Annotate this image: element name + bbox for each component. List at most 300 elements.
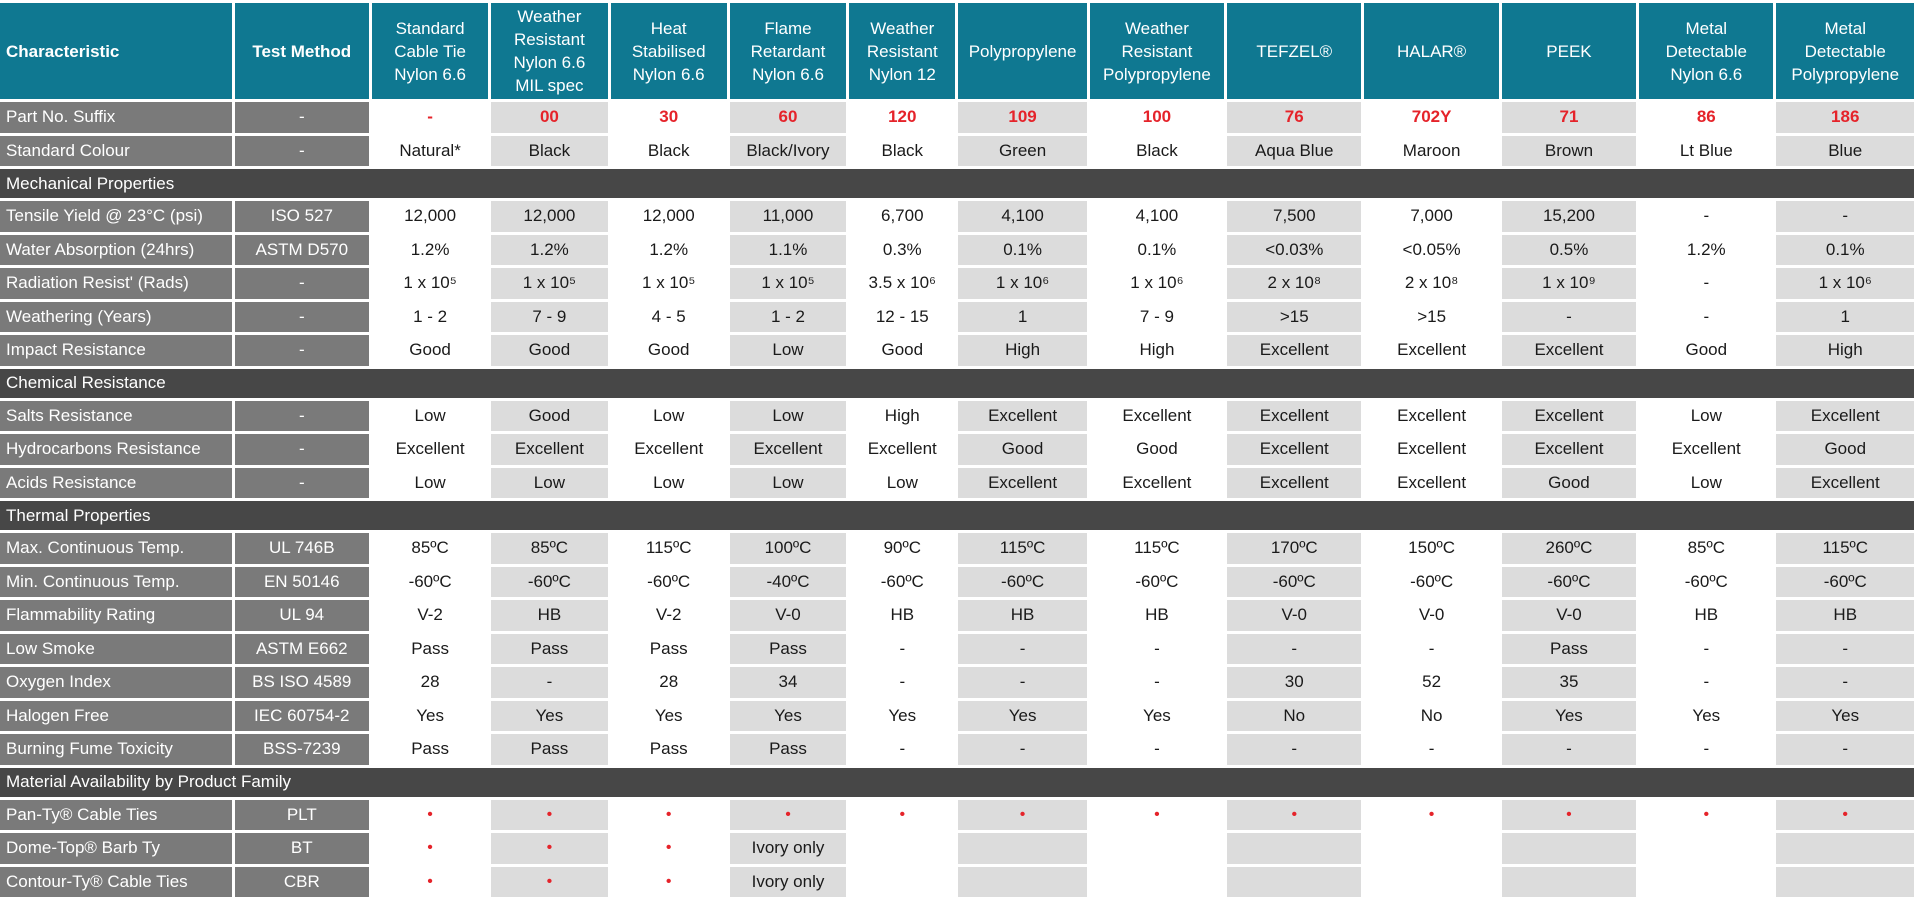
value-cell: - [1090,734,1224,765]
value-cell: Low [611,468,727,499]
test-method-cell: - [235,268,369,299]
value-cell: 115ºC [1090,533,1224,564]
value-cell [1364,833,1498,864]
row-label: Standard Colour [0,136,232,167]
value-cell: Pass [372,634,488,665]
column-header-line: Polypropylene [968,41,1077,61]
value-cell: V-2 [611,600,727,631]
value-cell: -60ºC [1776,567,1914,598]
column-header-line: Nylon 6.6 [394,64,467,84]
table-row [0,867,1914,898]
value-cell: - [849,634,955,665]
table-row [0,268,1914,299]
value-cell: Good [491,401,607,432]
table-row [0,434,1914,465]
value-cell: - [1776,634,1914,665]
test-method-cell: PLT [235,800,369,831]
table-row [0,634,1914,665]
value-cell: Blue [1776,136,1914,167]
value-cell: 0.5% [1502,235,1636,266]
value-cell: Yes [1502,701,1636,732]
value-cell: 1 - 2 [372,302,488,333]
row-label: Dome-Top® Barb Ty [0,833,232,864]
row-label: Radiation Resist' (Rads) [0,268,232,299]
value-cell: Green [958,136,1086,167]
value-cell: 34 [730,667,846,698]
value-cell: 1.2% [372,235,488,266]
value-cell: Excellent [1502,335,1636,366]
value-cell: HB [958,600,1086,631]
value-cell: -60ºC [1227,567,1361,598]
value-cell: - [958,634,1086,665]
value-cell: 85ºC [372,533,488,564]
row-label: Max. Continuous Temp. [0,533,232,564]
value-cell: 0.1% [1090,235,1224,266]
value-cell: 170ºC [1227,533,1361,564]
value-cell: 35 [1502,667,1636,698]
column-header [849,3,955,99]
table-row [0,533,1914,564]
value-cell: Excellent [1776,468,1914,499]
value-cell [1776,867,1914,898]
section-header-row [0,501,1914,530]
column-header [1364,3,1498,99]
value-cell: Excellent [1639,434,1773,465]
header-test-method: Test Method [235,3,369,99]
value-cell: -60ºC [1639,567,1773,598]
availability-dot: • [491,867,607,898]
value-cell: 90ºC [849,533,955,564]
availability-dot: • [1776,800,1914,831]
section-title: Chemical Resistance [0,369,1914,398]
value-cell: 71 [1502,102,1636,133]
value-cell: Black [611,136,727,167]
value-cell: Excellent [1502,434,1636,465]
value-cell: 115ºC [958,533,1086,564]
value-cell: High [849,401,955,432]
value-cell: 12 - 15 [849,302,955,333]
column-header [1502,3,1636,99]
value-cell: Excellent [1090,468,1224,499]
value-cell: Pass [491,634,607,665]
value-cell: Yes [849,701,955,732]
value-cell: Pass [611,734,727,765]
value-cell: HB [849,600,955,631]
value-cell: >15 [1227,302,1361,333]
section-title: Material Availability by Product Family [0,768,1914,797]
value-cell: Low [1639,468,1773,499]
value-cell: - [1364,634,1498,665]
section-title: Mechanical Properties [0,169,1914,198]
row-label: Salts Resistance [0,401,232,432]
value-cell: Excellent [1364,335,1498,366]
value-cell: 1 x 10⁶ [1090,268,1224,299]
value-cell: 1 x 10⁵ [730,268,846,299]
test-method-cell: - [235,401,369,432]
column-header-line: MIL spec [515,76,584,95]
value-cell: 6,700 [849,201,955,232]
value-cell: -40ºC [730,567,846,598]
value-cell: Yes [491,701,607,732]
table-row [0,667,1914,698]
value-cell: 260ºC [1502,533,1636,564]
row-label: Weathering (Years) [0,302,232,333]
value-cell [1639,867,1773,898]
value-cell [958,867,1086,898]
value-cell: 1 [1776,302,1914,333]
column-header [730,3,846,99]
test-method-cell: - [235,335,369,366]
header-characteristic: Characteristic [0,3,232,99]
column-header-line: Flame [764,18,812,38]
row-label: Water Absorption (24hrs) [0,235,232,266]
value-cell: >15 [1364,302,1498,333]
value-cell: 4,100 [958,201,1086,232]
value-cell: - [491,667,607,698]
value-cell: 3.5 x 10⁶ [849,268,955,299]
row-label: Impact Resistance [0,335,232,366]
value-cell: - [1639,634,1773,665]
value-cell [1776,833,1914,864]
value-cell: 28 [372,667,488,698]
value-cell: Excellent [372,434,488,465]
table-row [0,335,1914,366]
value-cell [1090,867,1224,898]
value-cell: 4 - 5 [611,302,727,333]
value-cell [1502,833,1636,864]
column-header [958,3,1086,99]
value-cell: 85ºC [491,533,607,564]
value-cell: -60ºC [611,567,727,598]
value-cell: Good [1776,434,1914,465]
value-cell: Pass [730,734,846,765]
test-method-cell: - [235,468,369,499]
value-cell: 15,200 [1502,201,1636,232]
row-label: Tensile Yield @ 23°C (psi) [0,201,232,232]
value-cell [958,833,1086,864]
value-cell: - [1776,734,1914,765]
value-cell: Ivory only [730,833,846,864]
value-cell: 120 [849,102,955,133]
table-row [0,235,1914,266]
value-cell: 7 - 9 [1090,302,1224,333]
column-header [1090,3,1224,99]
row-label: Low Smoke [0,634,232,665]
value-cell: -60ºC [1502,567,1636,598]
column-header-line: Nylon 6.6 [513,53,586,72]
column-header-line: Polypropylene [1103,64,1211,84]
value-cell: 1 x 10⁵ [491,268,607,299]
value-cell: Good [1090,434,1224,465]
row-label: Hydrocarbons Resistance [0,434,232,465]
row-label: Part No. Suffix [0,102,232,133]
value-cell: Yes [1776,701,1914,732]
value-cell: - [1639,667,1773,698]
availability-dot: • [1090,800,1224,831]
availability-dot: • [491,800,607,831]
column-header-line: Metal [1824,18,1867,38]
table-row [0,800,1914,831]
value-cell: Low [849,468,955,499]
availability-dot: • [849,800,955,831]
table-row [0,701,1914,732]
value-cell: Good [372,335,488,366]
value-cell: Good [611,335,727,366]
value-cell: 0.1% [1776,235,1914,266]
value-cell: - [1502,734,1636,765]
row-label: Burning Fume Toxicity [0,734,232,765]
value-cell: High [958,335,1086,366]
column-header [1227,3,1361,99]
availability-dot: • [1502,800,1636,831]
value-cell: Excellent [1227,401,1361,432]
value-cell: 00 [491,102,607,133]
availability-dot: • [611,800,727,831]
value-cell: High [1776,335,1914,366]
value-cell: Excellent [1227,335,1361,366]
value-cell: Yes [1639,701,1773,732]
value-cell: Yes [372,701,488,732]
value-cell: - [1227,634,1361,665]
value-cell: 1 x 10⁹ [1502,268,1636,299]
value-cell: -60ºC [958,567,1086,598]
value-cell: 1 x 10⁶ [1776,268,1914,299]
value-cell: - [1364,734,1498,765]
column-header-line: PEEK [1546,41,1592,61]
value-cell: Yes [1090,701,1224,732]
value-cell: Black [849,136,955,167]
value-cell: Low [372,468,488,499]
availability-dot: • [1364,800,1498,831]
value-cell: 2 x 10⁸ [1364,268,1498,299]
value-cell: 30 [1227,667,1361,698]
value-cell: 100ºC [730,533,846,564]
column-header-line: Cable Tie [394,41,467,61]
value-cell: - [1639,302,1773,333]
row-label: Contour-Ty® Cable Ties [0,867,232,898]
row-label: Oxygen Index [0,667,232,698]
value-cell: - [1639,268,1773,299]
value-cell: 115ºC [611,533,727,564]
availability-dot: • [372,867,488,898]
availability-dot: • [1639,800,1773,831]
test-method-cell: - [235,302,369,333]
test-method-cell: BT [235,833,369,864]
column-header-line: Weather [870,18,935,38]
value-cell: 86 [1639,102,1773,133]
availability-dot: • [372,833,488,864]
column-header-line: Retardant [750,41,826,61]
value-cell: Low [1639,401,1773,432]
value-cell: HB [491,600,607,631]
value-cell: - [1227,734,1361,765]
column-header-line: Metal [1685,18,1728,38]
value-cell: <0.05% [1364,235,1498,266]
value-cell: Excellent [1227,434,1361,465]
table-row [0,302,1914,333]
value-cell: -60ºC [849,567,955,598]
value-cell: 109 [958,102,1086,133]
availability-dot: • [958,800,1086,831]
value-cell: 1 x 10⁶ [958,268,1086,299]
value-cell: -60ºC [1090,567,1224,598]
column-header [491,3,607,99]
row-label: Flammability Rating [0,600,232,631]
table-row [0,600,1914,631]
value-cell: 1.2% [1639,235,1773,266]
table-row [0,201,1914,232]
value-cell: Pass [1502,634,1636,665]
value-cell: 4,100 [1090,201,1224,232]
value-cell: 28 [611,667,727,698]
value-cell: 115ºC [1776,533,1914,564]
value-cell: V-0 [1364,600,1498,631]
table-row [0,102,1914,133]
availability-dot: • [491,833,607,864]
value-cell: Black [491,136,607,167]
value-cell: -60ºC [491,567,607,598]
value-cell: Ivory only [730,867,846,898]
value-cell: Yes [611,701,727,732]
table-row [0,833,1914,864]
value-cell: Low [730,335,846,366]
column-header-line: Nylon 6.6 [752,64,824,84]
value-cell: 12,000 [491,201,607,232]
column-header [1776,3,1914,99]
value-cell: 1.1% [730,235,846,266]
value-cell: Maroon [1364,136,1498,167]
test-method-cell: - [235,102,369,133]
value-cell: 52 [1364,667,1498,698]
value-cell: - [1090,667,1224,698]
value-cell: - [1776,667,1914,698]
value-cell: HB [1090,600,1224,631]
column-header-line: Weather [517,7,582,26]
value-cell: HB [1639,600,1773,631]
availability-dot: • [730,800,846,831]
column-header-line: Nylon 6.6 [1670,64,1743,84]
value-cell: - [958,667,1086,698]
value-cell: 11,000 [730,201,846,232]
value-cell [1364,867,1498,898]
column-header [372,3,488,99]
column-header-line: TEFZEL® [1256,41,1333,61]
value-cell: 0.1% [958,235,1086,266]
column-header-line: Heat [650,18,687,38]
column-header-line: Resistant [1121,41,1193,61]
value-cell: Pass [730,634,846,665]
value-cell: Excellent [958,401,1086,432]
column-header-line: Standard [395,18,465,38]
value-cell: 12,000 [372,201,488,232]
table-row [0,468,1914,499]
value-cell: Excellent [1364,401,1498,432]
value-cell: Pass [372,734,488,765]
value-cell: Aqua Blue [1227,136,1361,167]
value-cell: 7,000 [1364,201,1498,232]
value-cell: 30 [611,102,727,133]
column-header-line: Resistant [513,30,585,49]
value-cell: Good [958,434,1086,465]
column-header-line: Detectable [1804,41,1886,61]
value-cell: Yes [958,701,1086,732]
value-cell [849,833,955,864]
value-cell: 0.3% [849,235,955,266]
value-cell: Excellent [849,434,955,465]
value-cell: Excellent [958,468,1086,499]
value-cell: 1 x 10⁵ [611,268,727,299]
value-cell: 100 [1090,102,1224,133]
test-method-cell: UL 746B [235,533,369,564]
availability-dot: • [372,800,488,831]
column-header [1639,3,1773,99]
row-label: Min. Continuous Temp. [0,567,232,598]
value-cell: Excellent [730,434,846,465]
value-cell: - [372,102,488,133]
column-header-line: Nylon 6.6 [632,64,705,84]
value-cell: No [1364,701,1498,732]
value-cell: - [1639,201,1773,232]
value-cell [1639,833,1773,864]
value-cell: No [1227,701,1361,732]
value-cell: Low [491,468,607,499]
section-header-row [0,768,1914,797]
value-cell: Pass [611,634,727,665]
value-cell: Excellent [1776,401,1914,432]
value-cell: Yes [730,701,846,732]
value-cell: - [849,667,955,698]
header-row [0,3,1914,99]
value-cell: 76 [1227,102,1361,133]
value-cell: 186 [1776,102,1914,133]
table-row [0,136,1914,167]
column-header-line: Polypropylene [1791,64,1900,84]
table-body [0,102,1914,897]
value-cell: V-0 [1227,600,1361,631]
value-cell [849,867,955,898]
row-label: Halogen Free [0,701,232,732]
value-cell: Good [1502,468,1636,499]
section-title: Thermal Properties [0,501,1914,530]
value-cell: Low [611,401,727,432]
value-cell: Excellent [611,434,727,465]
value-cell: Black [1090,136,1224,167]
column-header-line: Weather [1124,18,1189,38]
value-cell: - [958,734,1086,765]
table-row [0,567,1914,598]
value-cell: Low [730,468,846,499]
test-method-cell: ASTM D570 [235,235,369,266]
value-cell: Brown [1502,136,1636,167]
row-label: Acids Resistance [0,468,232,499]
value-cell [1227,867,1361,898]
column-header-line: HALAR® [1397,41,1467,61]
availability-dot: • [611,833,727,864]
value-cell: V-2 [372,600,488,631]
test-method-cell: EN 50146 [235,567,369,598]
value-cell: 1 - 2 [730,302,846,333]
value-cell: 12,000 [611,201,727,232]
value-cell: Low [372,401,488,432]
value-cell: Good [849,335,955,366]
value-cell: Natural* [372,136,488,167]
value-cell: - [1776,201,1914,232]
section-header-row [0,369,1914,398]
test-method-cell: CBR [235,867,369,898]
value-cell: 1.2% [491,235,607,266]
availability-dot: • [1227,800,1361,831]
value-cell: 7,500 [1227,201,1361,232]
